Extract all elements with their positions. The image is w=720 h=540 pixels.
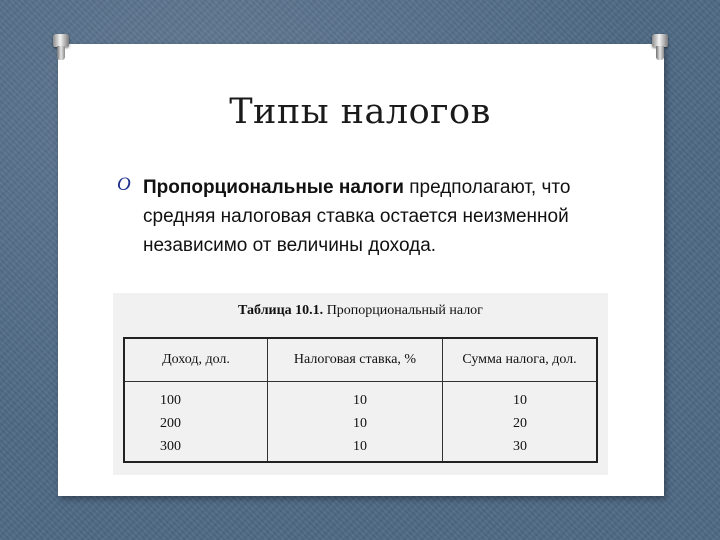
col-tax-values	[443, 382, 598, 463]
pin-icon-left	[53, 34, 69, 60]
table-cell: 30	[513, 439, 527, 454]
col-header-rate: Налоговая ставка, %	[268, 338, 443, 382]
col-header-tax-amount: Сумма налога, дол.	[443, 338, 598, 382]
table-cell: 10	[513, 393, 527, 408]
pin-icon-right	[652, 34, 668, 60]
table-cell: 200	[160, 416, 181, 431]
table-cell: 10	[353, 439, 367, 454]
col-income-values	[124, 382, 268, 463]
table-header-row	[124, 338, 597, 382]
slide-title: Типы налогов	[229, 92, 491, 132]
table-scan	[113, 293, 608, 475]
bullet-bold-term: Пропорциональные налоги	[143, 177, 404, 198]
table-cell: 20	[513, 416, 527, 431]
table-cell: 100	[160, 393, 181, 408]
col-rate-values	[268, 382, 443, 463]
tax-table	[123, 337, 598, 463]
table-cell: 10	[353, 393, 367, 408]
bullet-paragraph	[143, 173, 613, 260]
table-cell: 10	[353, 416, 367, 431]
bullet-marker: O	[117, 174, 131, 195]
table-caption-text: Пропорциональный налог	[323, 303, 483, 318]
col-header-income: Доход, дол.	[124, 338, 268, 382]
table-cell: 300	[160, 439, 181, 454]
table-body-row	[124, 382, 597, 463]
bullet-rest-text: предполагают, что средняя налоговая ставка остается неизменной независимо от величины дохода.	[143, 177, 571, 256]
table-caption-number: Таблица 10.1.	[238, 303, 324, 318]
table-caption	[113, 303, 608, 319]
